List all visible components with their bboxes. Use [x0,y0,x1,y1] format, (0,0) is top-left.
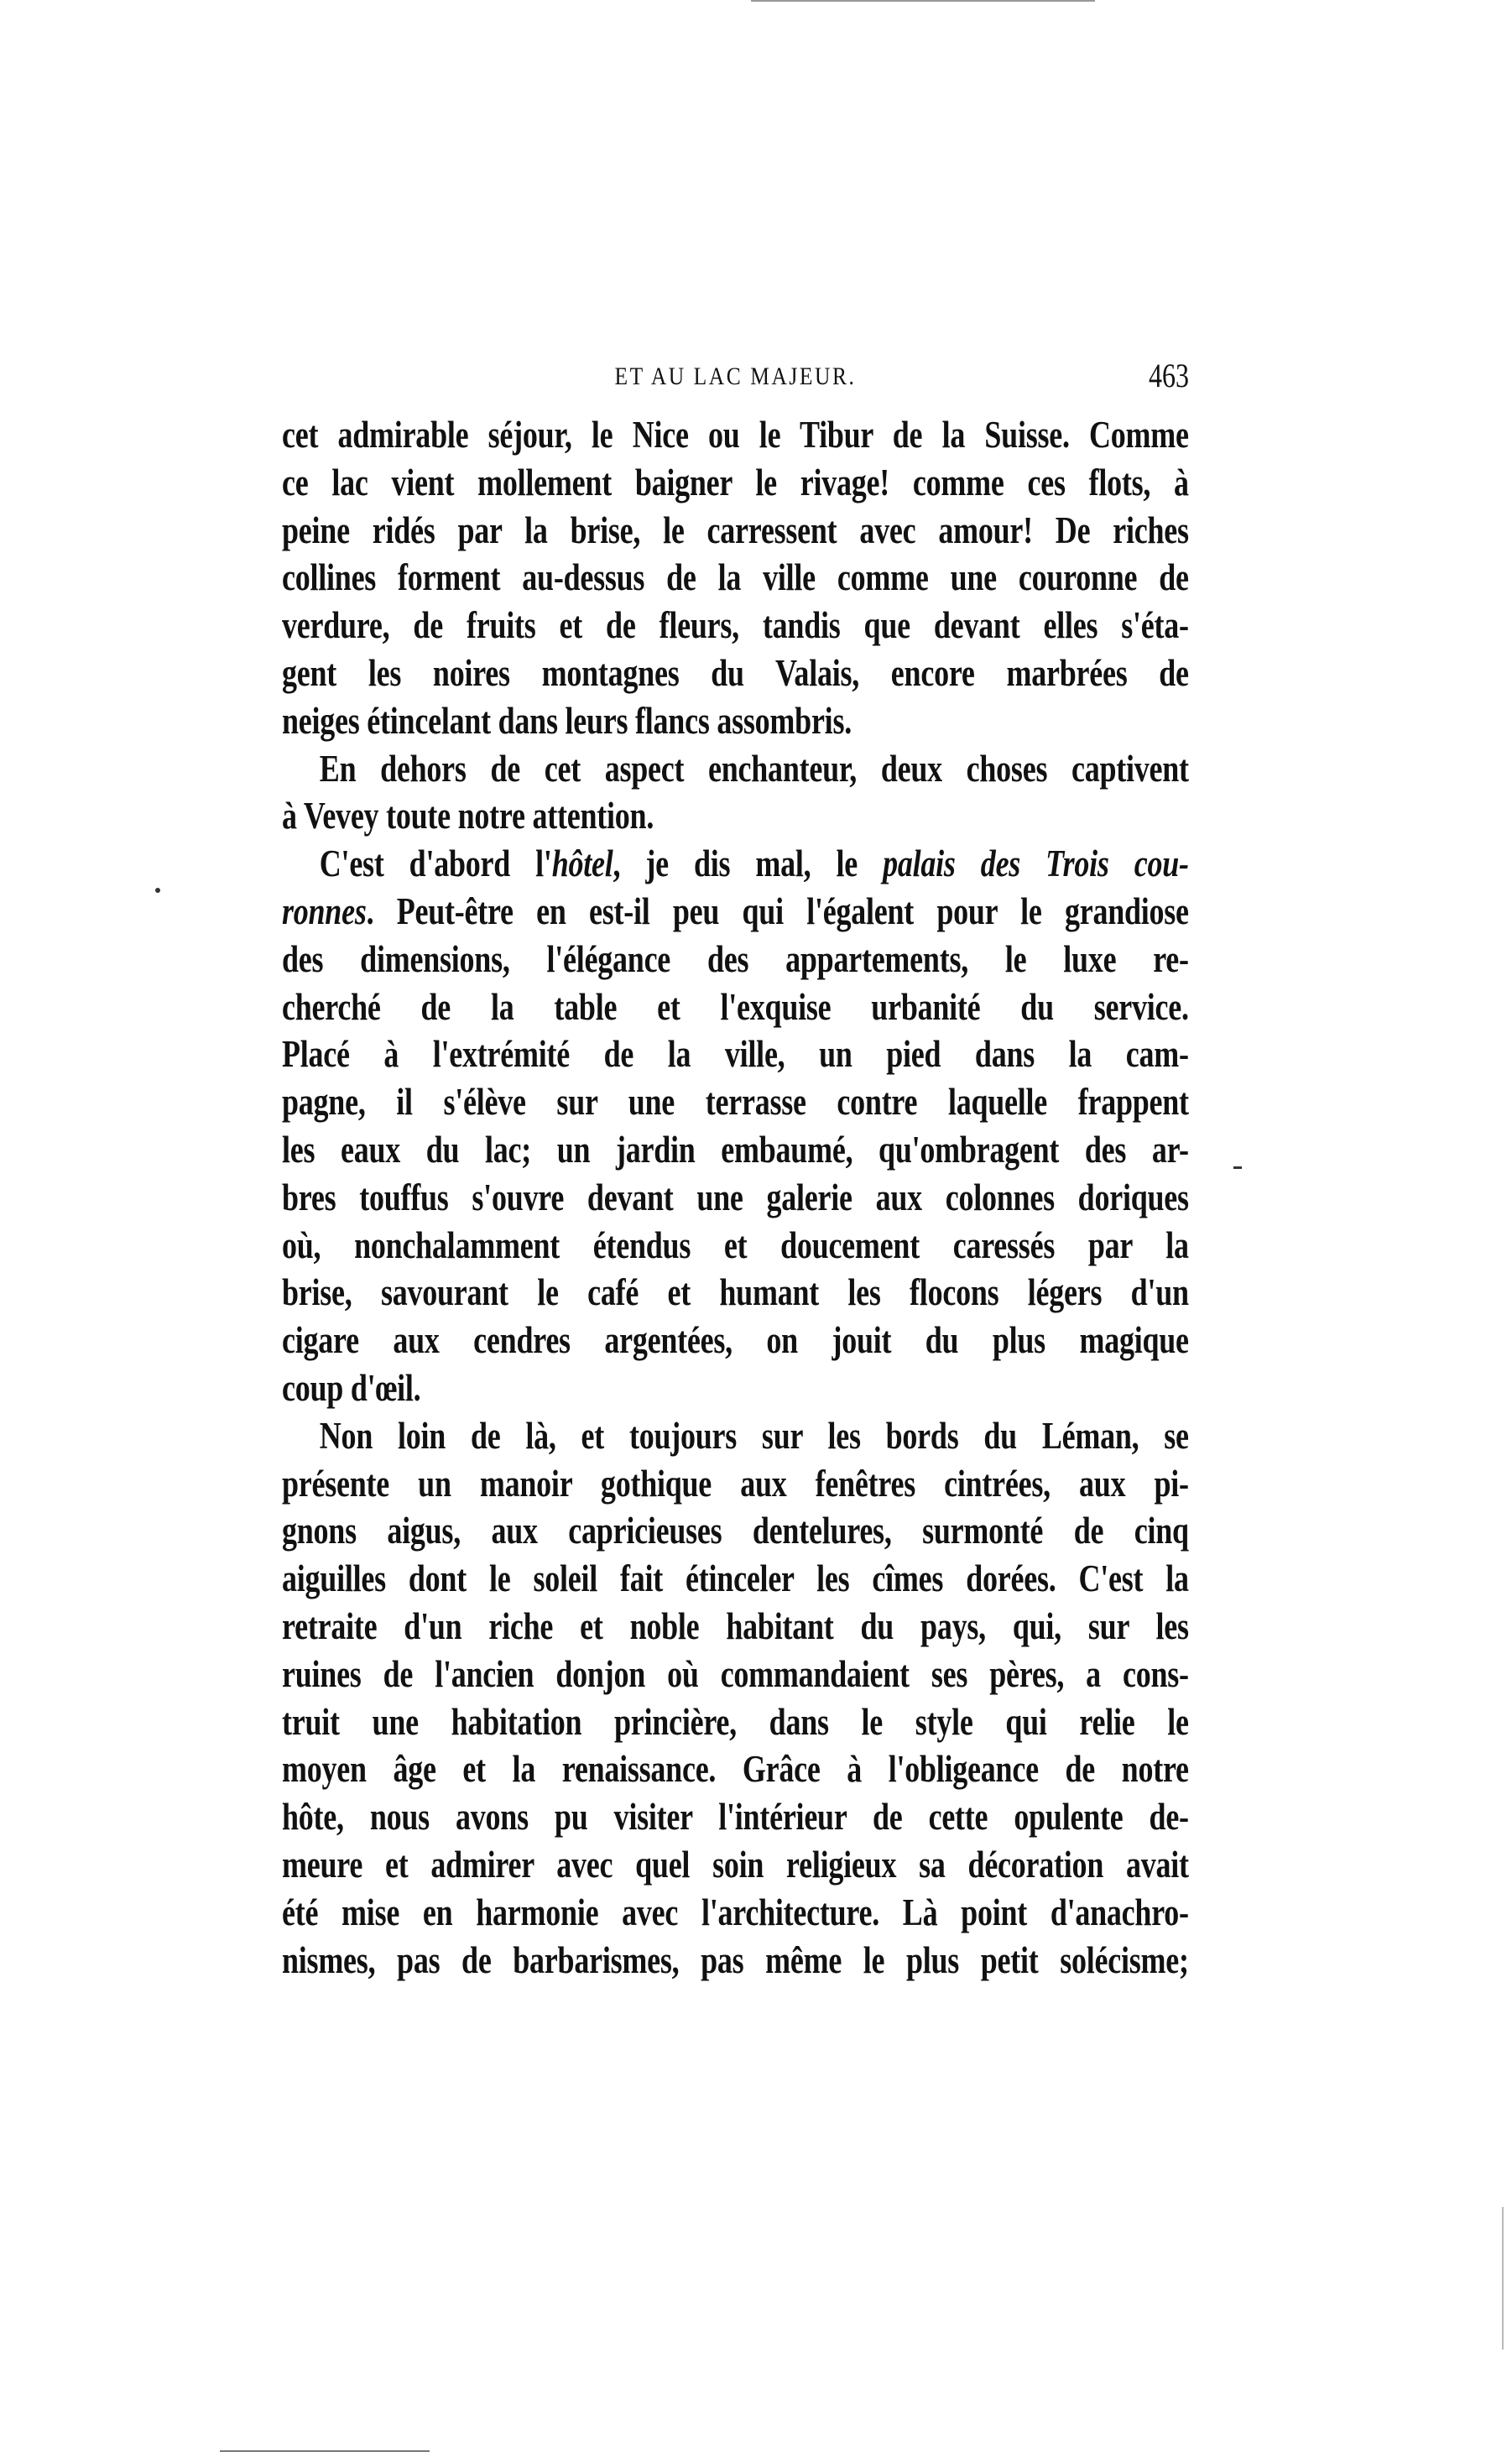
text-line [282,1174,1189,1222]
italic-text: ronnes [282,889,367,932]
text-segment: gnons aigus, aux capricieuses dentelures, surmonté de cinq [282,1510,1189,1552]
text-line [282,459,1189,507]
text-segment: brise, savourant le café et humant les flocons légers d'un [282,1271,1189,1314]
page-header [282,356,1189,398]
text-line [282,1937,1189,1985]
text-line [282,983,1189,1031]
text-segment: présente un manoir gothique aux fenêtres cintrées, aux pi- [282,1462,1189,1505]
text-segment: aiguilles dont le soleil fait étinceler les cîmes dorées. C'est la [282,1557,1189,1600]
text-line [282,1269,1189,1317]
text-segment: nismes, pas de barbarismes, pas même le plus petit solécisme; [282,1938,1189,1981]
text-line [282,1555,1189,1603]
text-line [282,1078,1189,1126]
text-line [282,1460,1189,1508]
text-line [282,792,1189,840]
text-line [282,1793,1189,1841]
text-segment: retraite d'un riche et noble habitant du pays, qui, sur les [282,1604,1189,1647]
text-line [282,1412,1189,1460]
text-segment: neiges étincelant dans leurs flancs assombris. [282,699,852,742]
running-title: ET AU LAC MAJEUR. [614,363,857,390]
right-edge-specks [1502,2207,1504,2350]
text-segment: des dimensions, l'élégance des appartements, le luxe re- [282,937,1189,980]
text-segment: où, nonchalamment étendus et doucement caressés par la [282,1223,1189,1266]
bottom-edge-rule [220,2450,430,2452]
text-segment: . Peut-être en est-il peu qui l'égalent pour le grandiose [366,889,1189,932]
text-segment: Placé à l'extrémité de la ville, un pied dans la cam- [282,1033,1189,1076]
text-segment: cet admirable séjour, le Nice ou le Tibur de la Suisse. Comme [282,414,1189,456]
text-line [282,1603,1189,1651]
text-line [282,1698,1189,1746]
text-segment: meure et admirer avec quel soin religieux sa décoration avait [282,1843,1189,1886]
text-segment: pagne, il s'élève sur une terrasse contre laquelle frappent [282,1081,1189,1124]
page-number: 463 [1149,357,1189,394]
text-line [282,840,1189,888]
text-segment: gent les noires montagnes du Valais, encore marbrées de [282,651,1189,694]
text-line [282,1841,1189,1889]
text-line [282,1507,1189,1555]
text-segment: collines forment au-dessus de la ville comme une couronne de [282,556,1189,599]
text-segment: à Vevey toute notre attention. [282,795,654,837]
text-segment: ruines de l'ancien donjon où commandaient ses pères, a cons- [282,1652,1189,1695]
text-segment: C'est d'abord l' [319,842,552,885]
italic-text: hôtel [551,842,613,885]
text-line [282,554,1189,602]
text-segment: été mise en harmonie avec l'architecture. Là point d'anachro- [282,1891,1189,1933]
italic-text: palais des Trois cou- [883,842,1189,885]
text-segment: peine ridés par la brise, le carressent avec amour! De riches [282,509,1189,551]
text-segment: moyen âge et la renaissance. Grâce à l'obligeance de notre [282,1748,1189,1791]
text-segment: truit une habitation princière, dans le style qui relie le [282,1700,1189,1743]
text-line [282,507,1189,555]
text-segment: verdure, de fruits et de fleurs, tandis que devant elles s'éta- [282,604,1189,647]
text-segment: , je dis mal, le [613,842,884,885]
text-segment: En dehors de cet aspect enchanteur, deux choses captivent [319,747,1189,790]
text-line [282,936,1189,983]
margin-dash [1233,1166,1242,1169]
text-line [282,745,1189,793]
text-segment: cherché de la table et l'exquise urbanité du service. [282,985,1189,1028]
text-line [282,602,1189,649]
text-segment: coup d'œil. [282,1366,421,1409]
text-line [282,1651,1189,1698]
top-edge-rule [751,0,1095,2]
text-segment: hôte, nous avons pu visiter l'intérieur de cette opulente de- [282,1796,1189,1839]
text-line [282,1889,1189,1937]
margin-speck [155,888,160,893]
text-line [282,1745,1189,1793]
text-segment: Non loin de là, et toujours sur les bords du Léman, se [319,1414,1189,1457]
text-segment: cigare aux cendres argentées, on jouit du plus magique [282,1319,1189,1362]
text-segment: ce lac vient mollement baigner le rivage! comme ces flots, à [282,461,1189,503]
text-line [282,411,1189,459]
text-line [282,1317,1189,1364]
body-text [282,411,1189,1984]
text-line [282,1030,1189,1078]
text-segment: les eaux du lac; un jardin embaumé, qu'ombragent des ar- [282,1128,1189,1171]
text-line [282,697,1189,745]
text-line [282,1222,1189,1270]
text-line [282,1364,1189,1412]
text-line [282,888,1189,936]
text-segment: bres touffus s'ouvre devant une galerie aux colonnes doriques [282,1176,1189,1218]
text-line [282,1126,1189,1174]
text-line [282,649,1189,697]
